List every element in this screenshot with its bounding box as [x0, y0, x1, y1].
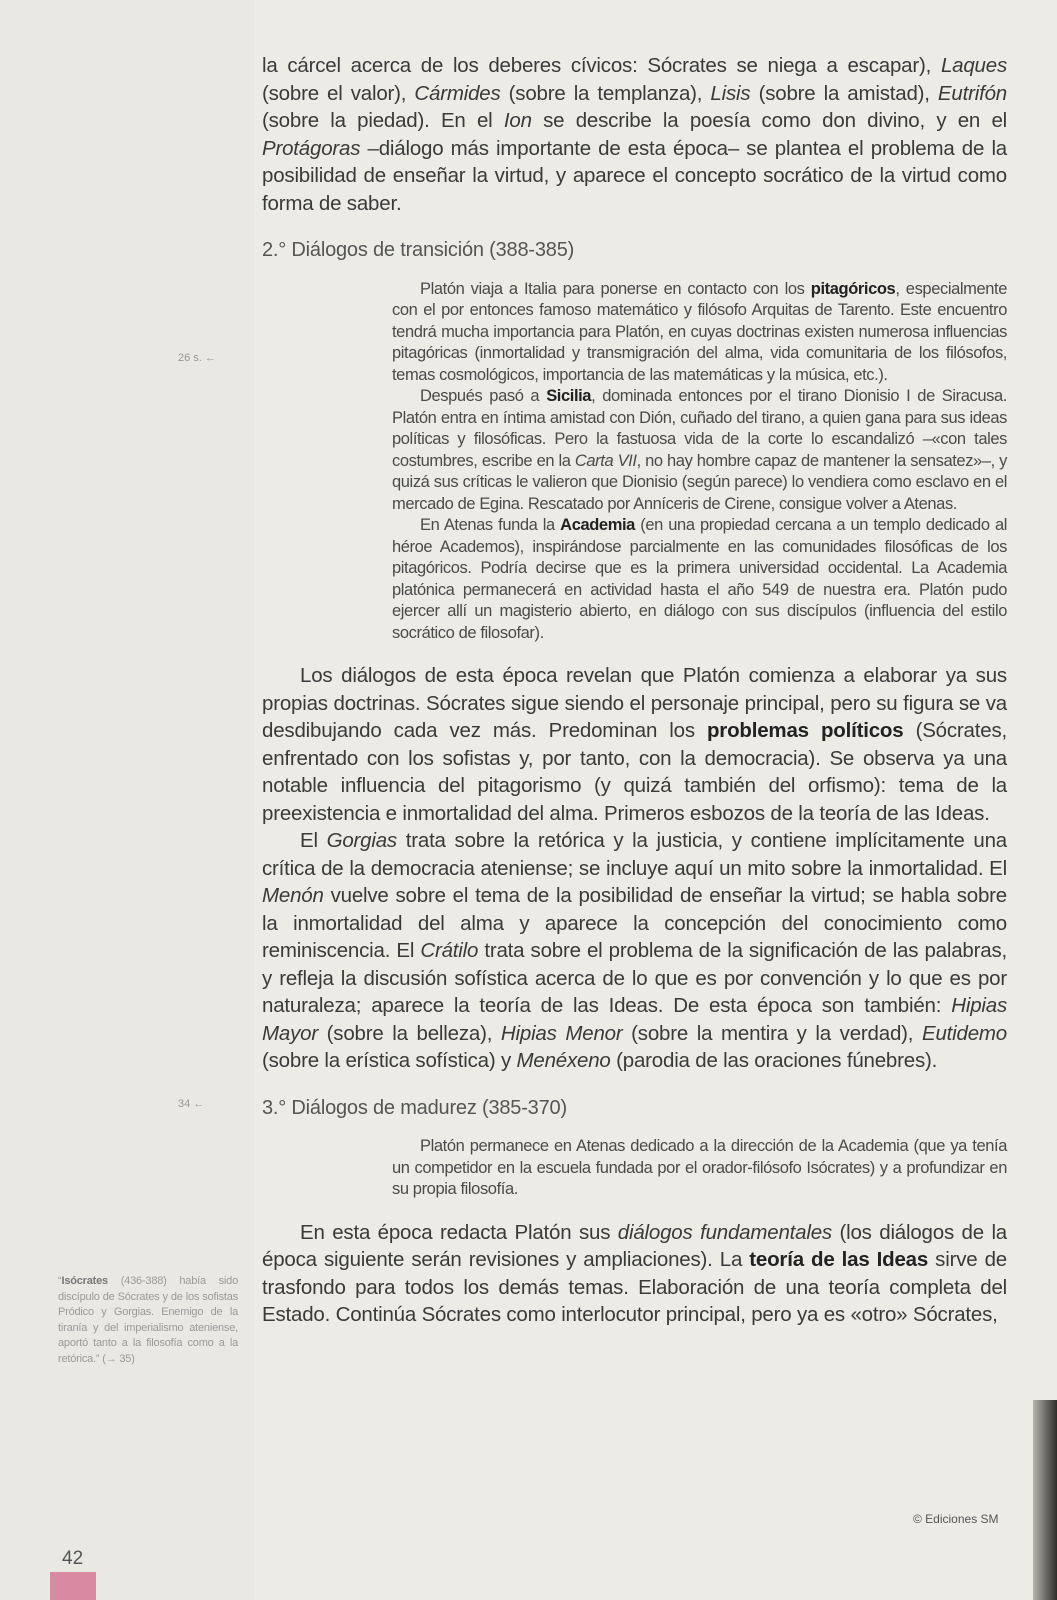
publisher-credit: © Ediciones SM — [913, 1512, 999, 1526]
intro-paragraph: la cárcel acerca de los deberes cívicos: Sócrates se niega a escapar), Laques (sobre el valor), Cármides (sobre la templanza), Lisis (sobre la amistad), Eutrifón (sobre la piedad). En el Ion se describe la poesía como don divino, y en el Protágoras –diálogo más importante de esta época– se plantea el problema de la posibilidad de enseñar la virtud, y aparece el concepto socrático de la virtud como forma de saber. — [262, 54, 1008, 215]
section-heading-2: 2.° Diálogos de transición (388-385) — [262, 239, 575, 261]
box-paragraph: Platón viaja a Italia para ponerse en contacto con los pitagóricos, especialmente con el por entonces famoso matemático y filósofo Arquitas de Tarento. Este encuentro tendrá mucha importancia para Platón, en cuyas doctrinas existen numerosa influencias pitagóricas (inmortalidad y transmigración del alma, vida comunitaria de los filósofos, temas cosmológicos, importancia de las matemáticas y la música, etc.). — [392, 279, 1007, 384]
body-paragraph: Los diálogos de esta época revelan que Platón comienza a elaborar ya sus propias doctrinas. Sócrates sigue siendo el personaje principal, pero su figura se va desdibujando cada vez más. Predominan los problemas políticos (Sócrates, enfrentado con los sofistas y, por tanto, con la democracia). Se observa ya una notable influencia del pitagorismo (y quizá también del orfismo): tema de la preexistencia e inmortalidad del alma. Primeros esbozos de la teoría de las Ideas. — [262, 664, 1007, 825]
margin-note: “Isócrates (436-388) había sido discípulo de Sócrates y de los sofistas Pródico y Gorgias. Enemigo de la tiranía y del imperialismo ateniense, aportó tanto a la filosofía como a la retórica.” (→ 35) — [58, 1275, 238, 1365]
book-spine-shadow — [1033, 1400, 1057, 1600]
page-number: 42 — [62, 1548, 84, 1569]
page-color-tab — [50, 1572, 96, 1600]
title-laques: Laques — [940, 54, 1007, 77]
title-eutrifon: Eutrifón — [937, 81, 1007, 105]
section-3-box — [392, 1136, 1007, 1201]
title-ion: Ion — [503, 109, 532, 132]
title-carmides: Cármides — [414, 81, 501, 105]
section-2-box — [392, 279, 1007, 645]
box-paragraph: Después pasó a Sicilia, dominada entonces por el tirano Dionisio I de Siracusa. Platón entra en íntima amistad con Dión, cuñado del tirano, a quien gana para sus ideas políticas y filosóficas. Pero la fastuosa vida de la corte lo escandalizó –«con tales costumbres, escribe en la Carta VII, no hay hombre capaz de mantener la sensatez»–, y quizá sus críticas le valieron que Dionisio (según parece) lo vendiera como esclavo en el mercado de Egina. Rescatado por Anníceris de Cirene, consigue volver a Atenas. — [392, 387, 1008, 513]
margin-reference: 34 ← — [178, 1098, 205, 1110]
box-paragraph: Platón permanece en Atenas dedicado a la dirección de la Academia (que ya tenía un competidor en la escuela fundada por el orador-filósofo Isócrates) y a profundizar en su propia filosofía. — [392, 1137, 1007, 1198]
section-heading-3: 3.° Diálogos de madurez (385-370) — [262, 1096, 567, 1119]
title-lisis: Lisis — [710, 81, 751, 105]
body-paragraph: En esta época redacta Platón sus diálogos fundamentales (los diálogos de la época siguiente serán revisiones y ampliaciones). La teoría de las Ideas sirve de trasfondo para todos los demás temas. Elaboración de una teoría completa del Estado. Continúa Sócrates como interlocutor principal, pero ya es «otro» Sócrates, — [262, 1220, 1007, 1326]
body-paragraph: El Gorgias trata sobre la retórica y la justicia, y contiene implícitamente una crítica de la democracia ateniense; se incluye aquí un mito sobre la inmortalidad. El Menón vuelve sobre el tema de la posibilidad de enseñar la virtud; se habla sobre la inmortalidad del alma y aparece la concepción del conocimiento como reminiscencia. El Crátilo trata sobre el problema de la significación de las palabras, y refleja la discusión sofística acerca de lo que es por convención y lo que es por naturaleza; aparece la teoría de las Ideas. De esta época son también: Hipias Mayor (sobre la belleza), Hipias Menor (sobre la mentira y la verdad), Eutidemo (sobre la erística sofística) y Menéxeno (parodia de las oraciones fúnebres). — [262, 829, 1007, 1072]
margin-reference: 26 s. ← — [178, 352, 216, 364]
box-paragraph: En Atenas funda la Academia (en una propiedad cercana a un templo dedicado al héroe Academos), inspirándose parcialmente en las comunidades filosóficas de los pitagóricos. Podría decirse que es la primera universidad occidental. La Academia platónica permanecerá en actividad hasta el año 549 de nuestra era. Platón pudo ejercer allí un magisterio abierto, en diálogo con sus discípulos (influencia del estilo socrático de filosofar). — [392, 516, 1008, 642]
main-text — [262, 52, 1007, 1329]
title-protagoras: Protágoras — [262, 136, 361, 160]
